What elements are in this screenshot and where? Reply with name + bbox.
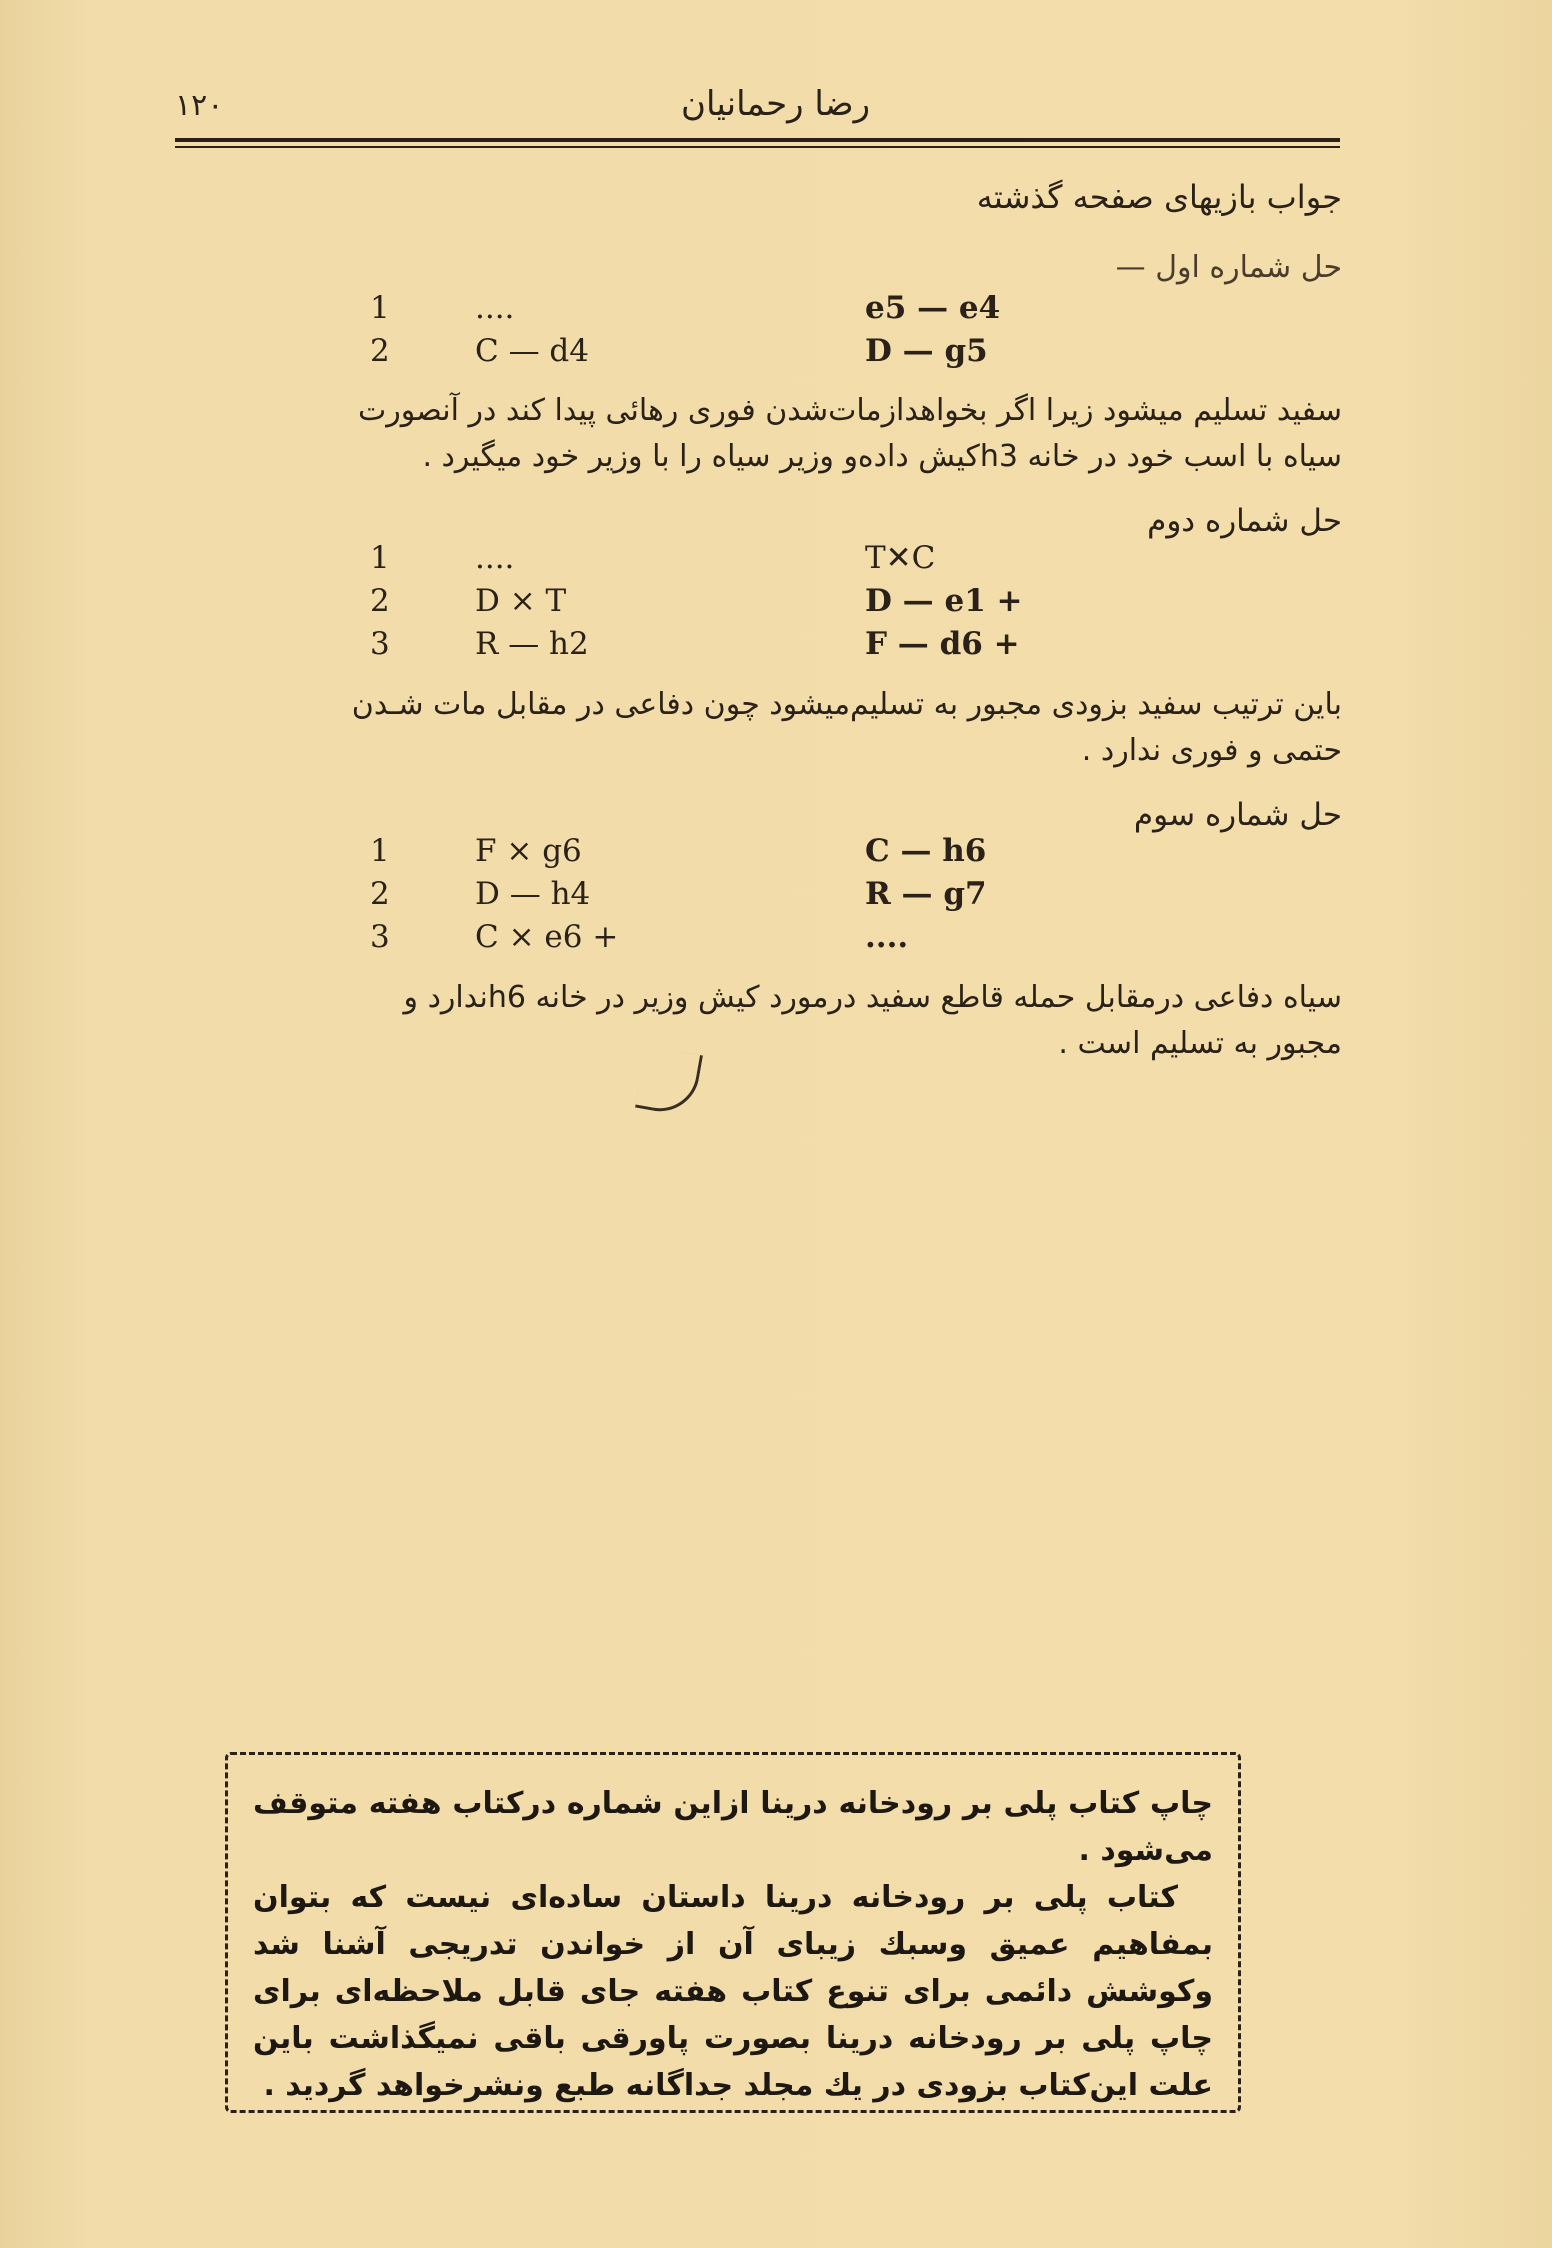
black-move: R — g7 [865,876,987,912]
black-move: D — e1 + [865,583,1023,619]
move-number: 2 [370,583,390,619]
header-rule-thin [175,146,1340,148]
section-title: جواب بازیهای صفحه گذشته [976,178,1342,216]
white-move: R — h2 [475,626,589,662]
move-number: 1 [370,540,390,576]
move-number: 3 [370,919,390,955]
pen-mark [635,1045,703,1117]
solution-2-heading: حل شماره دوم [1147,503,1342,539]
running-head-author: رضا رحمانیان [681,84,870,124]
black-move: D — g5 [865,333,988,369]
solution-1-moves [370,290,1070,376]
black-move: T✕C [865,540,936,576]
solution-2-moves [370,540,1070,669]
solution-3-text [182,975,1342,1067]
move-row [370,333,1070,376]
text-line: مجبور به تسلیم است . [1058,1026,1342,1061]
solution-3-heading: حل شماره سوم [1133,797,1342,833]
solution-3-moves [370,833,1070,962]
white-move: D × T [475,583,567,619]
page-header [175,78,1340,130]
text-line: سفید تسلیم میشود زیرا اگر بخواهدازمات‌شدن فوری رهائی پیدا کند در آنصورت [358,393,1342,428]
move-row [370,540,1070,583]
white-move: D — h4 [475,876,591,912]
white-move: C × e6 + [475,919,619,955]
white-move: .... [475,540,515,576]
move-row [370,833,1070,876]
notice-text [253,1780,1213,2109]
move-row [370,290,1070,333]
move-number: 1 [370,833,390,869]
white-move: .... [475,290,515,326]
move-number: 3 [370,626,390,662]
black-move: F — d6 + [865,626,1020,662]
text-line: باین ترتیب سفید بزودی مجبور به تسلیم‌میشود چون دفاعی در مقابل مات شـدن [351,687,1342,722]
move-row [370,583,1070,626]
notice-paragraph: چاپ کتاب پلی بر رودخانه درینا ازاین شماره درکتاب هفته متوقف می‌شود . [253,1786,1213,1868]
page-number: ۱۲۰ [175,88,224,123]
white-move: C — d4 [475,333,589,369]
move-number: 2 [370,333,390,369]
move-number: 1 [370,290,390,326]
solution-1-heading: حل شماره اول — [1115,250,1342,285]
move-row [370,626,1070,669]
solution-2-text [162,682,1342,774]
notice-box [225,1752,1241,2113]
move-number: 2 [370,876,390,912]
header-rule-thick [175,138,1340,142]
notice-paragraph: کتاب پلی بر رودخانه درینا داستان ساده‌ای نیست که بتوان بمفاهیم عمیق وسبك زیبای آن از خواندن تدریجی آشنا شد وکوشش دائمی برای تنوع کتاب هفته جای قابل ملاحظه‌ای برای چاپ پلی بر رودخانه درینا بصورت پاورقی باقی نمیگذاشت باین علت این‌کتاب بزودی در یك مجلد جداگانه طبع ونشرخواهد گردید . [253,1880,1213,2103]
text-line: حتمی و فوری ندارد . [1081,733,1342,768]
black-move: e5 — e4 [865,290,1001,326]
solution-1-text [162,388,1342,480]
move-row [370,919,1070,962]
move-row [370,876,1070,919]
text-line: سیاه دفاعی درمقابل حمله قاطع سفید درمورد کیش وزیر در خانه h6ندارد و [403,980,1342,1015]
black-move: C — h6 [865,833,987,869]
text-line: سیاه با اسب خود در خانه h3کیش داده‌و وزیر سیاه را با وزیر خود میگیرد . [422,439,1342,474]
black-move: .... [865,919,909,955]
white-move: F × g6 [475,833,582,869]
